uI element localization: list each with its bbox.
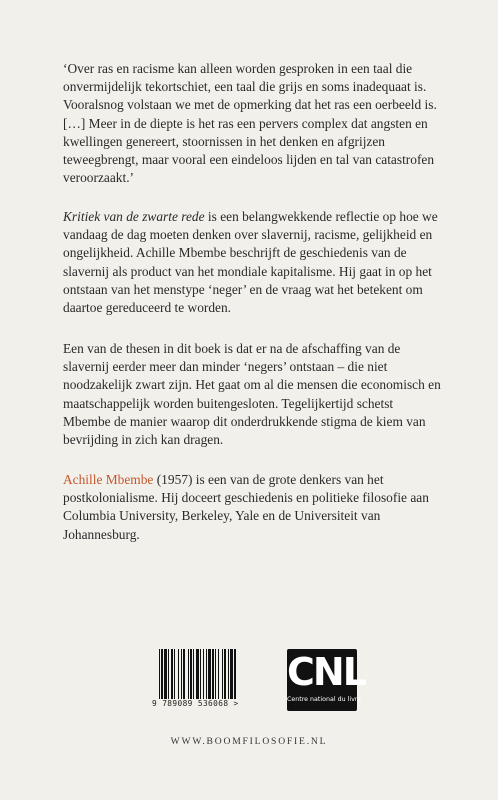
description-paragraph — [63, 208, 443, 317]
barcode-bar — [178, 649, 179, 699]
barcode-bar — [218, 649, 219, 699]
author-bio-text: (1957) is een van de grote denkers van het postkolonialisme. Hij doceert geschiedenis en politieke filosofie aan Columbia University, Berkeley, Yale en de Universiteit van Johannesburg. — [63, 472, 429, 542]
barcode-bar — [228, 649, 229, 699]
barcode-area — [152, 649, 268, 709]
isbn-number: 9 789089 536068 > — [152, 699, 239, 708]
barcode-bar — [212, 649, 214, 699]
barcode-bar — [164, 649, 167, 699]
publisher-website: WWW.BOOMFILOSOFIE.NL — [170, 736, 328, 747]
barcode-bar — [222, 649, 223, 699]
description-text: is een belangwekkende reflectie op hoe we vandaag de dag moeten denken over slavernij, racisme, gelijkheid en ongelijkheid. Achille Mbembe beschrijft de geschiedenis van de slavernij als product van het mondiale kapitalisme. Hij gaat in op het ontstaan van het menstype ‘neger’ en de vraag wat het betekent om daartoe gereduceerd te worden. — [63, 209, 438, 316]
barcode-bar — [181, 649, 182, 699]
barcode-bar — [200, 649, 201, 699]
barcode-bar — [168, 649, 169, 699]
barcode-bar — [161, 649, 163, 699]
barcode-bar — [171, 649, 173, 699]
cnl-logo-letters: CNL — [287, 650, 365, 694]
quote-paragraph — [63, 60, 443, 187]
barcode-bar — [203, 649, 204, 699]
barcode-bar — [224, 649, 226, 699]
barcode-bar — [206, 649, 207, 699]
barcode-bar — [208, 649, 211, 699]
cnl-logo-caption: Centre national du livre — [287, 696, 362, 703]
barcode-bar — [190, 649, 192, 699]
barcode-bar — [234, 649, 236, 699]
book-title: Kritiek van de zwarte rede — [63, 209, 205, 224]
barcode-bar — [188, 649, 189, 699]
barcode-bar — [230, 649, 233, 699]
barcode-bar — [159, 649, 160, 699]
cnl-logo — [287, 649, 365, 711]
barcode-bar — [215, 649, 216, 699]
thesis-text: Een van de thesen in dit boek is dat er na de afschaffing van de slavernij eerder meer dan minder ‘negers’ ontstaan – die niet noodzakelijk zwart zijn. Het gaat om al die mensen die economisch en maatschappelijk worden buitengesloten. Tegelijkertijd schetst Mbembe de manier waarop dit onderdrukkende stigma de kiem van bevrijding in zich kan dragen. — [63, 341, 441, 448]
barcode-bar — [196, 649, 199, 699]
thesis-paragraph — [63, 340, 443, 449]
barcode-bar — [193, 649, 194, 699]
quote-text: ‘Over ras en racisme kan alleen worden gesproken in een taal die onvermijdelijk tekortschiet, een taal die grijs en soms inadequaat is. Vooralsnog volstaan we met de opmerking dat het ras een oerbeeld is. […] Meer in de diepte is het ras een pervers complex dat angsten en kwellingen genereert, stoornissen in het denken en afgrijzen teweegbrengt, maar vooral een eindeloos lijden en tal van catastrofen veroorzaakt.’ — [63, 61, 437, 186]
author-bio — [63, 471, 443, 544]
barcode-icon — [159, 649, 266, 699]
barcode-bar — [174, 649, 175, 699]
barcode-bar — [183, 649, 185, 699]
author-name: Achille Mbembe — [63, 472, 154, 487]
